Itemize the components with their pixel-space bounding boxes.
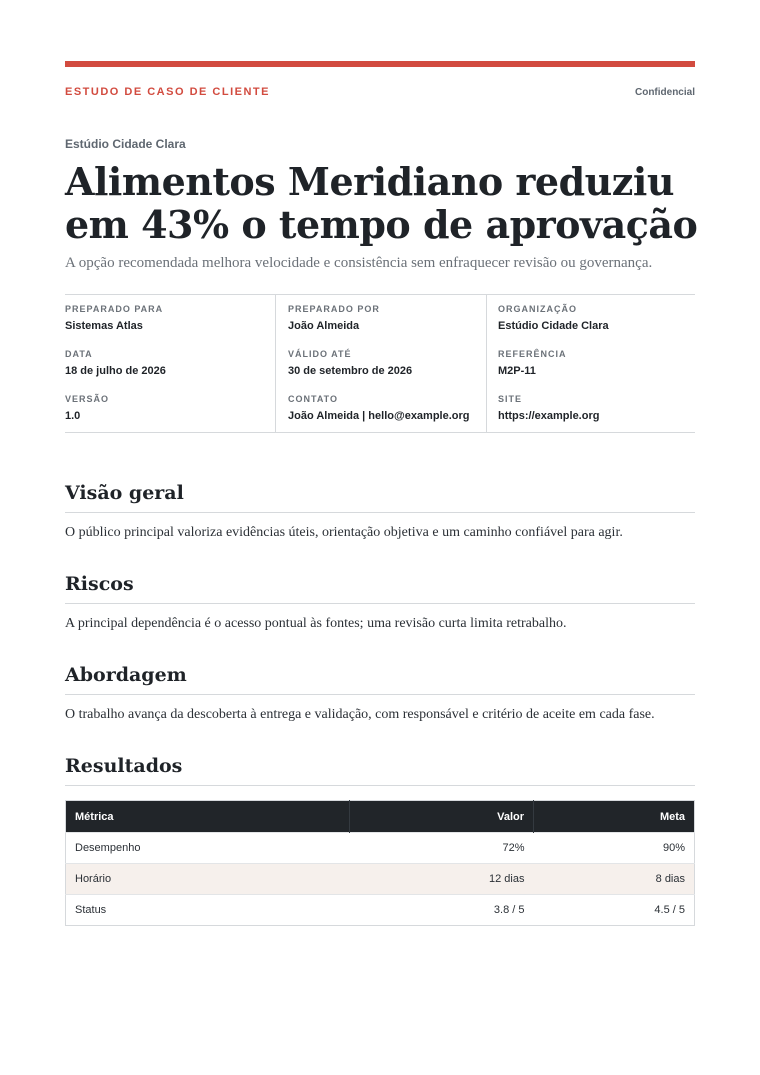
meta-label: ORGANIZAÇÃO: [498, 304, 577, 314]
cell-target: 4.5 / 5: [534, 895, 695, 926]
section-text: A principal dependência é o acesso pontual às fontes; uma revisão curta limita retrabalho.: [65, 616, 567, 631]
meta-label: DATA: [65, 349, 93, 359]
column-header-value: Valor: [350, 801, 534, 833]
meta-label: SITE: [498, 394, 523, 404]
section-text: O público principal valoriza evidências úteis, orientação objetiva e um caminho confiável para agir.: [65, 525, 623, 540]
section-heading: Visão geral: [65, 481, 695, 513]
meta-date: [65, 349, 166, 377]
section-heading: Riscos: [65, 572, 695, 604]
meta-contact: [288, 394, 470, 422]
section-heading: Resultados: [65, 754, 695, 786]
column-header-target: Meta: [534, 801, 695, 833]
table-row: [66, 864, 695, 895]
page-title: Alimentos Meridiano reduziu em 43% o tempo de aprovação: [65, 159, 698, 247]
results-table: [65, 800, 695, 926]
cell-target: 90%: [534, 833, 695, 864]
section-approach: [65, 663, 695, 723]
accent-bar: [65, 61, 695, 67]
cell-metric: Status: [66, 895, 350, 926]
section-overview: [65, 481, 695, 541]
section-text: O trabalho avança da descoberta à entrega e validação, com responsável e critério de aceite em cada fase.: [65, 707, 655, 722]
meta-value: João Almeida: [288, 320, 360, 332]
meta-value: 1.0: [65, 410, 81, 422]
meta-label: CONTATO: [288, 394, 338, 404]
meta-prepared-for: [65, 304, 163, 332]
section-results: [65, 754, 695, 786]
cell-metric: Desempenho: [66, 833, 350, 864]
metadata-grid: [65, 294, 695, 433]
cell-value: 12 dias: [350, 864, 534, 895]
table-header-row: [66, 801, 695, 833]
studio-name: Estúdio Cidade Clara: [65, 137, 186, 151]
meta-version: [65, 394, 109, 422]
metadata-column-2: [275, 295, 486, 432]
section-heading: Abordagem: [65, 663, 695, 695]
section-risks: [65, 572, 695, 632]
page-subtitle: A opção recomendada melhora velocidade e consistência sem enfraquecer revisão ou governança.: [65, 255, 653, 271]
meta-value: M2P-11: [498, 365, 536, 377]
table-row: [66, 895, 695, 926]
confidential-label: Confidencial: [634, 87, 695, 98]
metadata-column-3: [486, 295, 695, 432]
meta-value: Estúdio Cidade Clara: [498, 320, 609, 332]
meta-value: João Almeida | hello@example.org: [288, 410, 470, 422]
meta-label: PREPARADO PARA: [65, 304, 164, 314]
meta-label: VERSÃO: [65, 394, 110, 404]
meta-organization: [498, 304, 609, 332]
meta-value: 30 de setembro de 2026: [288, 365, 413, 377]
table-row: [66, 833, 695, 864]
meta-label: VÁLIDO ATÉ: [288, 349, 352, 359]
meta-prepared-by: [288, 304, 380, 332]
cell-value: 3.8 / 5: [350, 895, 534, 926]
metadata-column-1: [65, 295, 275, 432]
document-type-label: ESTUDO DE CASO DE CLIENTE: [65, 86, 270, 98]
meta-label: REFERÊNCIA: [498, 349, 567, 359]
meta-label: PREPARADO POR: [288, 304, 380, 314]
meta-site: [498, 394, 599, 422]
meta-value: https://example.org: [498, 410, 600, 422]
meta-value: 18 de julho de 2026: [65, 365, 166, 377]
cell-value: 72%: [350, 833, 534, 864]
column-header-metric: Métrica: [66, 801, 350, 833]
cell-target: 8 dias: [534, 864, 695, 895]
meta-valid-until: [288, 349, 412, 377]
meta-reference: [498, 349, 567, 377]
cell-metric: Horário: [66, 864, 350, 895]
meta-value: Sistemas Atlas: [65, 320, 143, 332]
